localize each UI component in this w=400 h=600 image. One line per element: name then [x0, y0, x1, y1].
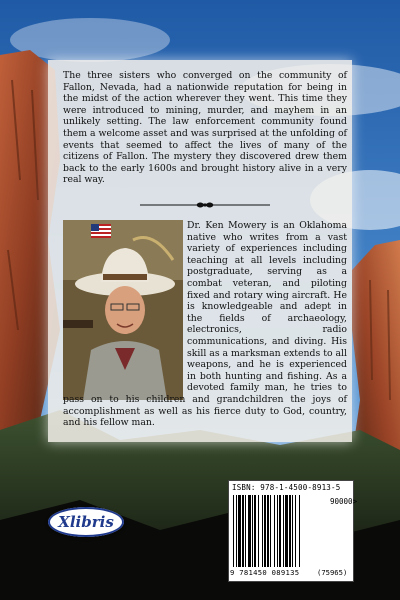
barcode-digits: 9 781450 089135 — [230, 568, 300, 577]
price-code: 90000> — [330, 497, 358, 506]
book-blurb: The three sisters who converged on the community of Fallon, Nevada, had a nationwide reputation for being in the midst of the action wherever they went. This time they were introduced to mining, murder, and mayhem in an unlikely setting. The law enforcement community found them a welcome asset and was surprised at the unfolding of events that seemed to affect the lives of many of the citizens of Fallon. The mystery they discovered drew them back to the early 1600s and brought history alive in a very real way. — [63, 70, 347, 186]
photo-spacer — [63, 220, 187, 392]
author-bio — [63, 220, 347, 429]
price-digits: (75965) — [317, 568, 348, 577]
author-bio-text: Dr. Ken Mowery is an Oklahoma native who writes from a vast variety of experiences including teaching at all levels including postgraduate, serving as a combat veteran, and piloting fixed and rotary wing aircraft. He is knowledgeable and adept in the fields of archaeology, electronics, radio communications, and diving. His skill as a marksman extends to all weapons, and he is experienced in both hunting and fishing. As a devoted family man, he tries to pass on to his children and grandchildren the joys of accomplishment as well as his fierce duty to God, country, and his fellow man. — [63, 220, 347, 429]
isbn-label: ISBN: 978-1-4500-8913-5 — [232, 483, 341, 492]
publisher-logo-text: Xlibris — [58, 513, 114, 531]
barcode-icon — [233, 495, 325, 567]
ornamental-divider-icon — [140, 198, 270, 212]
publisher-logo — [48, 507, 124, 537]
